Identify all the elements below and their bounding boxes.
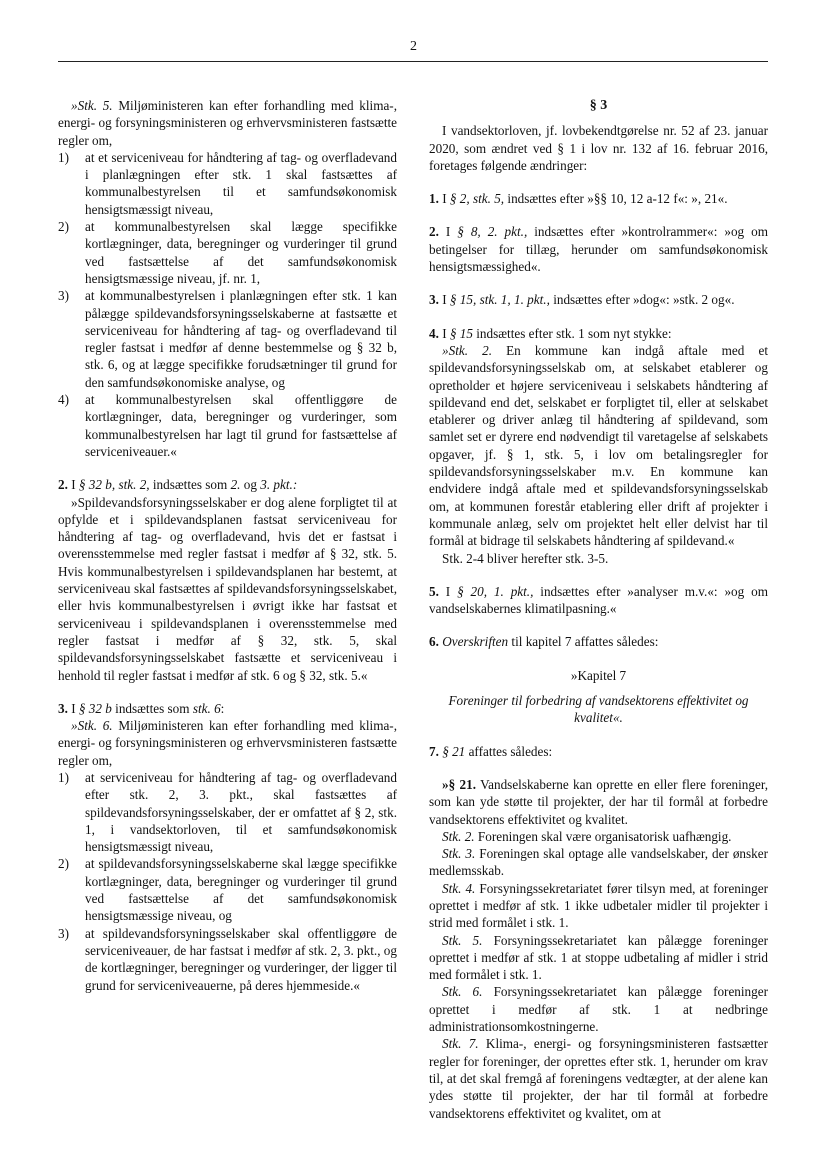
change-5: 5. I § 20, 1. pkt., indsættes efter »analyser m.v.«: »og om vandselskabernes klimatilpasning.« (429, 583, 768, 617)
stk-paragraph: Stk. 3. Foreningen skal optage alle vandselskaber, der ønsker medlemsskab. (429, 846, 768, 879)
change-6: 6. Overskriften til kapitel 7 affattes således: (429, 634, 659, 650)
list-item: 1) at serviceniveau for håndtering af tag- og overfladevand efter stk. 2, 3. pkt., skal fastsættes af spildevandsforsyningsselskaber, der er omfattet af § 2, stk. 1, i vandsektorloven, til et samfundsøkonomisk hensigtsmæssigt niveau, (58, 769, 397, 855)
change-3: 3. I § 15, stk. 1, 1. pkt., indsættes efter »dog«: »stk. 2 og«. (429, 292, 735, 308)
amendment-2-heading: 2. I § 32 b, stk. 2, indsættes som 2. og 3. pkt.: (58, 477, 298, 493)
change-4-after: Stk. 2-4 bliver herefter stk. 3-5. (442, 550, 609, 566)
stk-paragraph: Stk. 4. Forsyningssekretariatet fører tilsyn med, at foreninger oprettet i medfør af stk. 1 ikke udbetaler midler til projekter i strid med formålet i stk. 1. (429, 880, 768, 931)
section-heading: § 3 (589, 98, 608, 113)
change-4: 4. I § 15 indsættes efter stk. 1 som nyt stykke: (429, 325, 672, 341)
amendment-3-heading: 3. I § 32 b indsættes som stk. 6: (58, 700, 225, 716)
list-item: 1) at et serviceniveau for håndtering af tag- og overfladevand i planlægningen efter stk. 1 skal fastsættes af kommunalbestyrelsen til et samfundsøkonomisk hensigtsmæssigt niveau, (58, 149, 397, 217)
stk-paragraph: Stk. 2. Foreningen skal være organisatorisk uafhængig. (442, 828, 732, 844)
stk6-list (58, 769, 397, 994)
section-21: »§ 21. Vandselskaberne kan oprette en eller flere foreninger, som kan yde støtte til projekter, der har til formål at forbedre vandsektorens effektivitet og kvalitet. (429, 776, 769, 827)
header-rule (58, 61, 768, 62)
stk5-intro: »Stk. 5. Miljøministeren kan efter forhandling med klima-, energi- og forsyningsministeren og erhvervsministeren fastsætte regler om, (58, 98, 397, 148)
list-item: 3) at spildevandsforsyningsselskaber skal offentliggøre de serviceniveauer, de har fastsat i medfør af stk. 2, 3. pkt., og de kortlægninger, beregninger og vurderinger, der ligger til grund for serviceniveauerne, på deres hjemmeside.« (58, 925, 397, 993)
amendment-2-body: »Spildevandsforsyningsselskaber er dog alene forpligtet til at opfylde et i spildevandsplanen fastsat serviceniveau for håndtering af tag- og overfladevand, hvis det er fastsat i overensstemmelse med regler fastsat i medfør af § 32, stk. 5. Hvis kommunalbestyrelsen i spildevandsplanen har bestemt, at serviceniveau skal fastsættes af spildevandsforsyningsselskabet, eller hvis kommunalbestyrelsen i øvrigt ikke har fastsat et serviceniveau i spildevandsplanen i overensstemmelse med regler fastsat i medfør af § 32, stk. 5, skal spildevandsforsyningsselskabet fastsætte et serviceniveau i henhold til regler fastsat i medfør af stk. 6 og § 32, stk. 5.« (58, 494, 397, 683)
stk-paragraph: Stk. 7. Klima-, energi- og forsyningsministeren fastsætter regler for foreninger, der oprettes efter stk. 1, herunder om krav til, at det skal fremgå af foreningens vedtægter, at der alene kan ydes støtte til projekter, der har til formål at forbedre vandsektorens effektivitet og kvalitet, om at (429, 1036, 768, 1121)
change-7: 7. § 21 affattes således: (429, 743, 553, 759)
right-column (429, 97, 768, 1122)
list-item: 2) at spildevandsforsyningsselskaberne skal lægge specifikke kortlægninger, data, beregninger og vurderinger til grund ved fastsættelse af det samfundsøkonomisk hensigtsmæssige niveau, og (58, 856, 397, 924)
change-2: 2. I § 8, 2. pkt., indsættes efter »kontrolrammer«: »og om betingelser for tillæg, herunder om samfundsøkonomisk hensigtsmæssighed«. (429, 224, 768, 275)
list-item: 2) at kommunalbestyrelsen skal lægge specifikke kortlægninger, data, beregninger og vurderinger til grund ved fastsættelse af det samfundsøkonomisk hensigtsmæssige niveau, jf. nr. 1, (58, 219, 397, 286)
stk-paragraph: Stk. 5. Forsyningssekretariatet kan pålægge foreninger oprettet i medfør af stk. 1 at stoppe udbetaling af midler i strid med formålet i stk. 1. (429, 932, 768, 983)
list-item: 4) at kommunalbestyrelsen skal offentliggøre de kortlægninger, data, beregninger og vurderinger, som kommunalbestyrelsen har lagt til grund for fastsættelse af serviceniveauer.« (58, 392, 397, 459)
list-item: 3) at kommunalbestyrelsen i planlægningen efter stk. 1 kan pålægge spildevandsforsyningsselskaberne at fastsætte et serviceniveau for håndtering af tag- og overfladevand til regler fastsat i medfør af denne bestemmelse og § 32 b, stk. 6, og at lægge specifikke forudsætninger til grund for den samfundsøkonomiske analyse, og (58, 288, 397, 390)
stk-paragraph: Stk. 6. Forsyningssekretariatet kan pålægge foreninger oprettet i medfør af stk. 1 at nedbringe administrationsomkostningerne. (429, 984, 768, 1035)
chapter-label: »Kapitel 7 (570, 667, 627, 683)
change-4-body: »Stk. 2. En kommune kan indgå aftale med et spildevandsforsyningsselskab om, at selskabet etablerer og opretholder et højere serviceniveau i selskabets håndtering af spildevand end det, selskabet er forpligtet til, eller at selskabet etablerer og driver anlæg til håndtering af spildevand, som samlet set er dyrere end nødvendigt til varetagelse af selskabets opgaver, jf. § 1, stk. 5, i lov om betalingsregler for spildevandsforsyningsselskaber m.v. En kommune kan endvidere indgå aftale med et spildevandsforsyningsselskab om, at kommunen forestår etablering eller drift af projekter i kommunale anlæg, selv om projektet helt eller delvist har til formål at bidrage til selskabets håndtering af spildevand.« (429, 342, 768, 549)
page-number: 2 (410, 39, 417, 54)
section-intro: I vandsektorloven, jf. lovbekendtgørelse nr. 52 af 23. januar 2020, som ændret ved § 1 i lov nr. 132 af 16. februar 2016, foretages følgende ændringer: (429, 123, 768, 173)
left-column (58, 97, 397, 994)
change-1: 1. I § 2, stk. 5, indsættes efter »§§ 10, 12 a-12 f«: », 21«. (429, 191, 728, 207)
stk5-list (58, 149, 397, 460)
chapter-title: Foreninger til forbedring af vandsektorens effektivitet og kvalitet«. (448, 693, 749, 726)
stk6-intro: »Stk. 6. Miljøministeren kan efter forhandling med klima-, energi- og forsyningsministeren og erhvervsministeren fastsætte regler om, (58, 718, 397, 768)
